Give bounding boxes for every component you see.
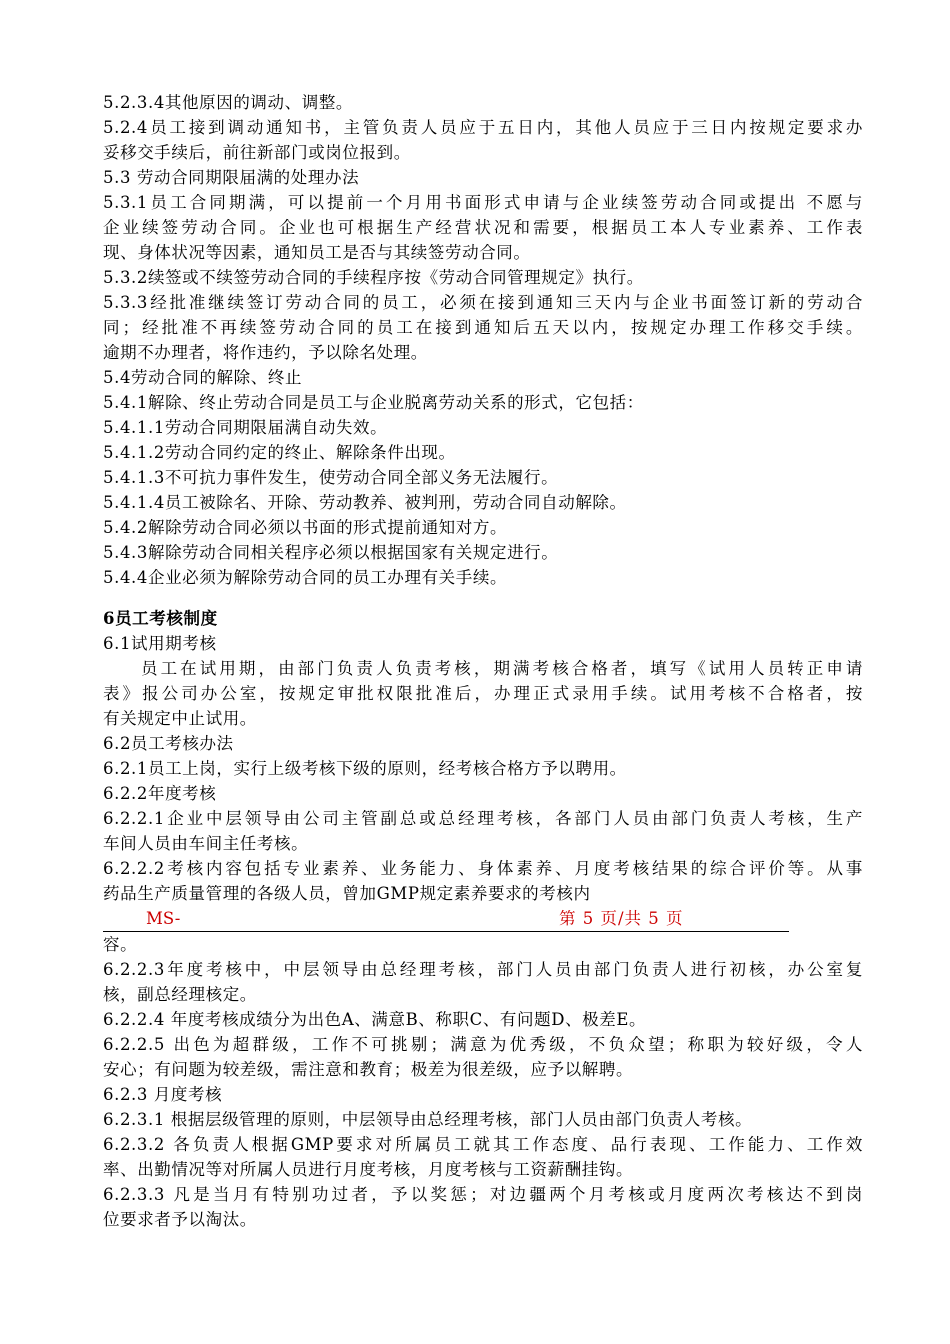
text-line: 6.2.3.2 各负责人根据GMP要求对所属员工就其工作态度、品行表现、工作能力、工作效 bbox=[103, 1135, 863, 1154]
text-line: 5.4.1解除、终止劳动合同是员工与企业脱离劳动关系的形式，它包括： bbox=[103, 393, 644, 412]
text-line: 6.2.1员工上岗，实行上级考核下级的原则，经考核合格方予以聘用。 bbox=[103, 759, 627, 778]
text-line: 6.2.3.1 根据层级管理的原则，中层领导由总经理考核，部门人员由部门负责人考核。 bbox=[103, 1110, 753, 1129]
text-line: 同；经批准不再续签劳动合同的员工在接到通知后五天以内，按规定办理工作移交手续。 bbox=[103, 318, 863, 337]
text-line: 车间人员由车间主任考核。 bbox=[103, 834, 309, 853]
text-line: 6.2.2.2考核内容包括专业素养、业务能力、身体素养、月度考核结果的综合评价等。从事 bbox=[103, 859, 863, 878]
text-line: 容。 bbox=[103, 935, 138, 954]
chapter-heading: 6员工考核制度 bbox=[103, 609, 218, 628]
text-line: 表》报公司办公室，按规定审批权限批准后，办理正式录用手续。试用考核不合格者，按 bbox=[103, 684, 863, 703]
text-line: 核，副总经理核定。 bbox=[103, 985, 257, 1004]
section-title: 6.2.3 月度考核 bbox=[103, 1085, 223, 1104]
text-line: 5.3.3经批准继续签订劳动合同的员工，必须在接到通知三天内与企业书面签订新的劳动合 bbox=[103, 293, 863, 312]
section-title: 5.4劳动合同的解除、终止 bbox=[103, 368, 303, 387]
section-title: 5.3 劳动合同期限届满的处理办法 bbox=[103, 168, 360, 187]
section-title: 6.1试用期考核 bbox=[103, 634, 217, 653]
text-line: 逾期不办理者，将作违约，予以除名处理。 bbox=[103, 343, 428, 362]
section-title: 6.2员工考核办法 bbox=[103, 734, 234, 753]
text-line: 5.4.1.4员工被除名、开除、劳动教养、被判刑，劳动合同自动解除。 bbox=[103, 493, 627, 512]
text-line: 5.4.3解除劳动合同相关程序必须以根据国家有关规定进行。 bbox=[103, 543, 559, 562]
text-line: 有关规定中止试用。 bbox=[103, 709, 257, 728]
text-line: 5.4.4企业必须为解除劳动合同的员工办理有关手续。 bbox=[103, 568, 508, 587]
text-line: 5.4.1.3不可抗力事件发生，使劳动合同全部义务无法履行。 bbox=[103, 468, 559, 487]
text-line: 药品生产质量管理的各级人员，曾加GMP规定素养要求的考核内 bbox=[103, 884, 591, 903]
page-footer bbox=[103, 906, 789, 932]
text-line: 安心；有问题为较差级，需注意和教育；极差为很差级，应予以解聘。 bbox=[103, 1060, 634, 1079]
text-line: 6.2.2.3年度考核中，中层领导由总经理考核，部门人员由部门负责人进行初核，办公室复 bbox=[103, 960, 863, 979]
text-line: 5.3.2续签或不续签劳动合同的手续程序按《劳动合同管理规定》执行。 bbox=[103, 268, 644, 287]
text-line: 6.2.2.1企业中层领导由公司主管副总或总经理考核，各部门人员由部门负责人考核，生产 bbox=[103, 809, 863, 828]
text-line: 妥移交手续后，前往新部门或岗位报到。 bbox=[103, 143, 411, 162]
text-line: 6.2.2.5 出色为超群级，工作不可挑剔；满意为优秀级，不负众望；称职为较好级，令人 bbox=[103, 1035, 863, 1054]
text-line: 5.4.1.2劳动合同约定的终止、解除条件出现。 bbox=[103, 443, 456, 462]
text-line: 5.2.3.4其他原因的调动、调整。 bbox=[103, 93, 354, 112]
footer-page-number: 第 5 页/共 5 页 bbox=[559, 909, 684, 928]
document-page bbox=[103, 90, 863, 1232]
text-line: 企业续签劳动合同。企业也可根据生产经营状况和需要，根据员工本人专业素养、工作表 bbox=[103, 218, 863, 237]
footer-doc-code: MS- bbox=[146, 909, 181, 928]
section-gap bbox=[103, 590, 863, 606]
text-line: 现、身体状况等因素，通知员工是否与其续签劳动合同。 bbox=[103, 243, 531, 262]
text-line: 5.4.2解除劳动合同必须以书面的形式提前通知对方。 bbox=[103, 518, 508, 537]
text-line: 6.2.2.4 年度考核成绩分为出色A、满意B、称职C、有问题D、极差E。 bbox=[103, 1010, 647, 1029]
text-line: 位要求者予以淘汰。 bbox=[103, 1210, 257, 1229]
text-line: 5.2.4员工接到调动通知书，主管负责人员应于五日内，其他人员应于三日内按规定要求办 bbox=[103, 118, 863, 137]
section-title: 6.2.2年度考核 bbox=[103, 784, 217, 803]
text-line: 6.2.3.3 凡是当月有特别功过者，予以奖惩；对边疆两个月考核或月度两次考核达不到岗 bbox=[103, 1185, 863, 1204]
text-line: 5.3.1员工合同期满，可以提前一个月用书面形式申请与企业续签劳动合同或提出 不愿与 bbox=[103, 193, 863, 212]
text-line: 5.4.1.1劳动合同期限届满自动失效。 bbox=[103, 418, 388, 437]
paragraph-first-line: 员工在试用期，由部门负责人负责考核，期满考核合格者，填写《试用人员转正申请 bbox=[141, 659, 863, 678]
text-line: 率、出勤情况等对所属人员进行月度考核，月度考核与工资薪酬挂钩。 bbox=[103, 1160, 634, 1179]
